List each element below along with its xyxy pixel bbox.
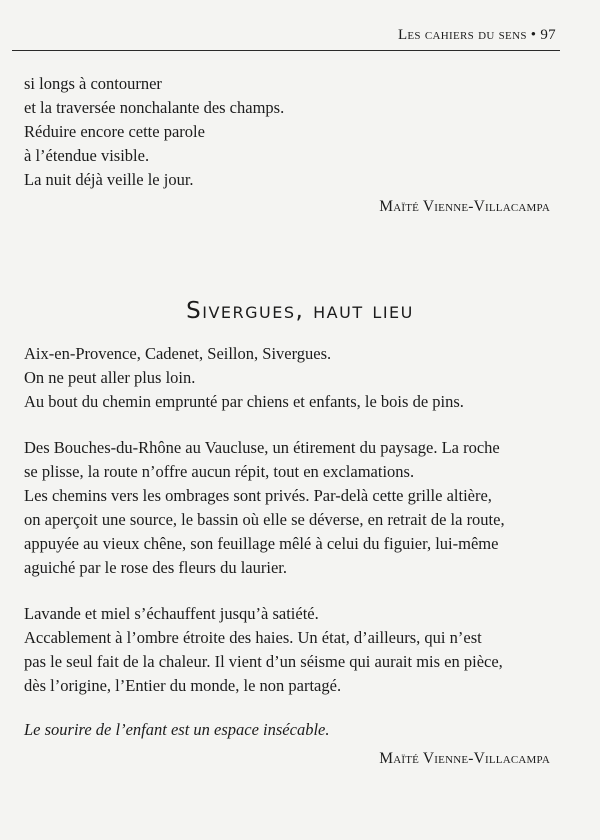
closing-line: Le sourire de l’enfant est un espace insécable. bbox=[24, 720, 330, 739]
poem-end-author: Maïté Vienne-Villacampa bbox=[379, 198, 550, 215]
paragraph-1 bbox=[24, 436, 552, 580]
stanza-1 bbox=[24, 342, 552, 414]
poem-end-lines bbox=[24, 72, 552, 192]
header-rule bbox=[12, 50, 560, 51]
stanza-line: Au bout du chemin emprunté par chiens et enfants, le bois de pins. bbox=[24, 392, 464, 411]
paragraph-line: pas le seul fait de la chaleur. Il vient d’un séisme qui aurait mis en pièce, bbox=[24, 652, 503, 671]
poem-line: et la traversée nonchalante des champs. bbox=[24, 98, 285, 117]
poem-line: à l’étendue visible. bbox=[24, 146, 150, 165]
paragraph-line: Les chemins vers les ombrages sont privés. Par-delà cette grille altière, bbox=[24, 486, 492, 505]
paragraph-2 bbox=[24, 602, 552, 698]
running-head: Les cahiers du sens • 97 bbox=[397, 27, 556, 43]
section-author: Maïté Vienne-Villacampa bbox=[379, 750, 550, 767]
section-title: Sivergues, haut lieu bbox=[186, 298, 414, 324]
paragraph-line: appuyée au vieux chêne, son feuillage mêlé à celui du figuier, lui-même bbox=[24, 534, 499, 553]
paragraph-line: Des Bouches-du-Rhône au Vaucluse, un étirement du paysage. La roche bbox=[24, 438, 500, 457]
poem-line: La nuit déjà veille le jour. bbox=[24, 170, 194, 189]
paragraph-line: se plisse, la route n’offre aucun répit, tout en exclamations. bbox=[24, 462, 415, 481]
paragraph-line: on aperçoit une source, le bassin où elle se déverse, en retrait de la route, bbox=[24, 510, 505, 529]
poem-line: si longs à contourner bbox=[24, 74, 162, 93]
stanza-line: Aix-en-Provence, Cadenet, Seillon, Sivergues. bbox=[24, 344, 332, 363]
paragraph-line: aguiché par le rose des fleurs du laurier. bbox=[24, 558, 287, 577]
paragraph-line: Accablement à l’ombre étroite des haies. Un état, d’ailleurs, qui n’est bbox=[24, 628, 482, 647]
closing-line-block bbox=[24, 718, 552, 742]
paragraph-line: dès l’origine, l’Entier du monde, le non partagé. bbox=[24, 676, 342, 695]
paragraph-line: Lavande et miel s’échauffent jusqu’à satiété. bbox=[24, 604, 319, 623]
poem-line: Réduire encore cette parole bbox=[24, 122, 205, 141]
stanza-line: On ne peut aller plus loin. bbox=[24, 368, 196, 387]
